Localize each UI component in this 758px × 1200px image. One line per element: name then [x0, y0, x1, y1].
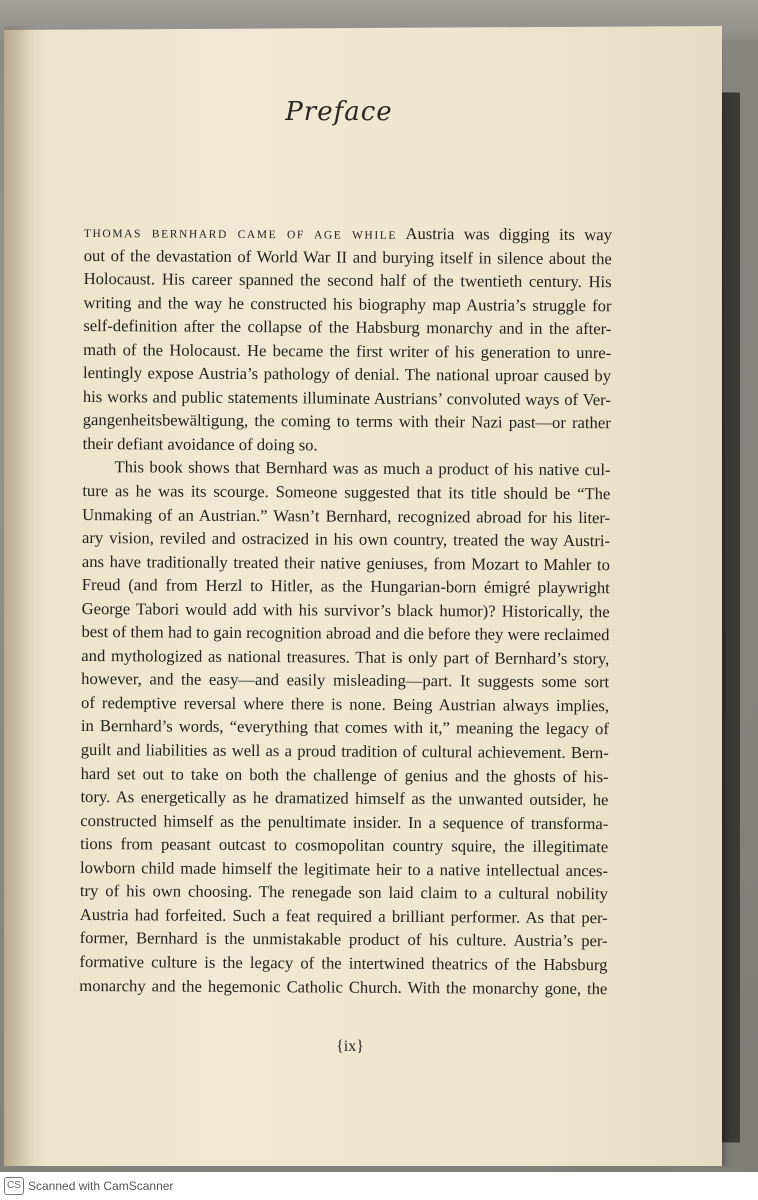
- text-line: tory. As energetically as he dramatized himself as the unwanted outsider, he: [80, 787, 609, 810]
- text-line: formative culture is the legacy of the intertwined theatrics of the Habsburg: [79, 951, 608, 975]
- text-line: guilt and liabilities as well as a proud tradition of cultural achievement. Bern-: [80, 740, 609, 763]
- text-line: his works and public statements illuminate Austrians’ convoluted ways of Ver-: [82, 386, 611, 410]
- text-line: however, and the easy—and easily misleading—part. It suggests some sort: [81, 669, 610, 692]
- text-line: ary vision, reviled and ostracized in his own country, treated the way Austri-: [82, 528, 611, 551]
- text-line: their defiant avoidance of doing so.: [82, 433, 318, 455]
- page-number: {ix}: [336, 1038, 364, 1055]
- text-line: hard set out to take on both the challenge of genius and the ghosts of his-: [80, 763, 609, 786]
- text-line: Freud (and from Herzl to Hitler, as the Hungarian-born émigré playwright: [81, 575, 610, 598]
- text-line: ture as he was its scourge. Someone suggested that its title should be “The: [82, 481, 611, 504]
- text-line: in Bernhard’s words, “everything that comes with it,” meaning the legacy of: [80, 716, 609, 739]
- text-line: Unmaking of an Austrian.” Wasn’t Bernhard, recognized abroad for his liter-: [82, 504, 611, 527]
- text-line: monarchy and the hegemonic Catholic Church. With the monarchy gone, the: [79, 975, 608, 998]
- camscanner-logo-icon: CS: [4, 1177, 24, 1195]
- page-gutter-shadow: [4, 26, 34, 1166]
- scanner-watermark-label: Scanned with CamScanner: [28, 1179, 174, 1193]
- text-line: George Tabori would add with his survivor’s black humor)? Historically, the: [81, 598, 610, 621]
- text-line: and mythologized as national treasures. That is only part of Bernhard’s story,: [81, 645, 610, 669]
- text-line: math of the Holocaust. He became the first writer of his generation to unre-: [83, 339, 612, 362]
- text-line-1-rest: Austria was digging its way: [396, 223, 612, 245]
- text-line: writing and the way he constructed his biography map Austria’s struggle for: [83, 292, 612, 315]
- text-line: lowborn child made himself the legitimate heir to a native intellectual ances-: [79, 857, 609, 880]
- lead-in-smallcaps: THOMAS BERNHARD CAME OF AGE WHILE: [83, 227, 398, 242]
- text-line: Holocaust. His career spanned the second half of the twentieth century. His: [83, 269, 612, 292]
- text-line: constructed himself as the penultimate insider. In a sequence of transforma-: [80, 810, 609, 833]
- text-line: self-definition after the collapse of the Habsburg monarchy and in the after-: [83, 316, 612, 339]
- text-line: of redemptive reversal where there is none. Being Austrian always implies,: [80, 692, 610, 716]
- text-line: Austria had forfeited. Such a feat required a brilliant performer. As that per-: [79, 904, 608, 928]
- preface-body: [79, 220, 612, 1000]
- text-line: tions from peasant outcast to cosmopolitan country squire, the illegitimate: [80, 834, 609, 857]
- text-line: best of them had to gain recognition abroad and die before they were reclaimed: [81, 622, 610, 645]
- scanner-watermark-bar: [0, 1172, 758, 1200]
- text-line: ans have traditionally treated their native geniuses, from Mozart to Mahler to: [81, 551, 610, 574]
- text-line: gangenheitsbewältigung, the coming to terms with their Nazi past—or rather: [82, 410, 611, 433]
- page-title: Preface: [285, 97, 393, 127]
- text-line: out of the devastation of World War II and burying itself in silence about the: [83, 245, 612, 268]
- text-line: former, Bernhard is the unmistakable product of his culture. Austria’s per-: [79, 928, 608, 951]
- text-line: lentingly expose Austria’s pathology of denial. The national uproar caused by: [83, 363, 612, 386]
- text-line-paragraph-start: This book shows that Bernhard was as much a product of his native cul-: [114, 457, 611, 480]
- text-line: try of his own choosing. The renegade son laid claim to a cultural nobility: [79, 881, 608, 904]
- text-line-1: [84, 220, 612, 247]
